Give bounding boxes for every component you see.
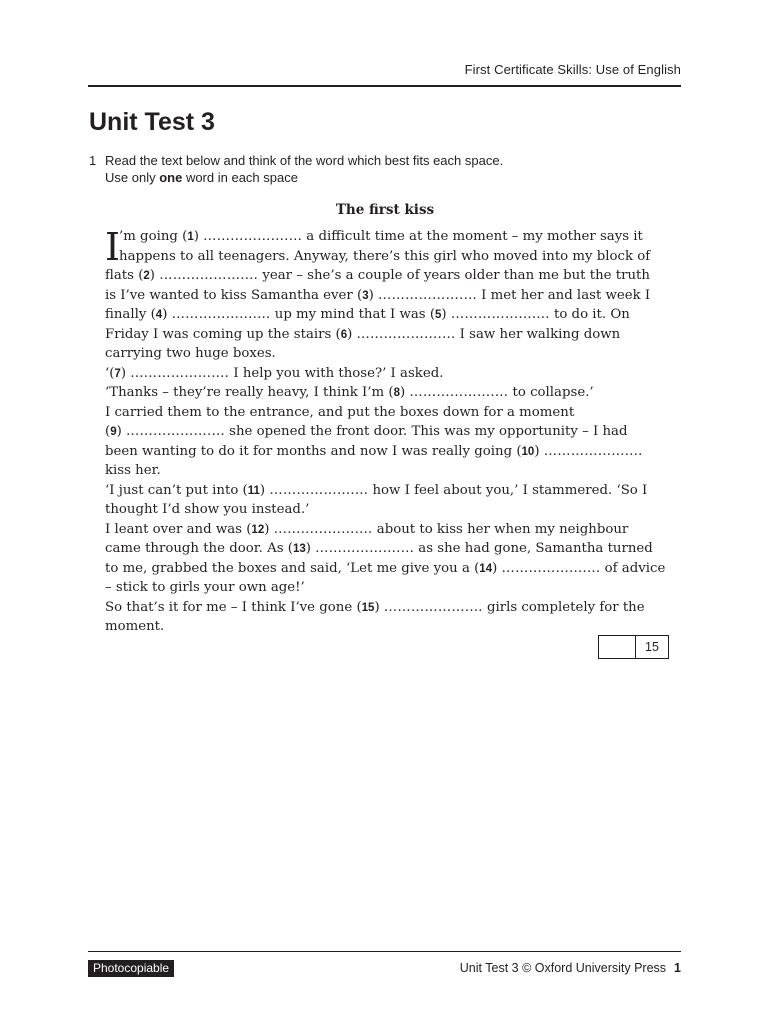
passage-text: ( — [105, 424, 111, 439]
passage-text: as she had gone, Samantha turned — [414, 541, 653, 556]
gap-number-10: 10 — [521, 445, 535, 458]
score-box — [598, 635, 669, 659]
passage-line — [105, 481, 648, 501]
passage-line — [105, 305, 645, 325]
text-title: The first kiss — [335, 202, 435, 218]
answer-gap[interactable]: ……………….… — [126, 424, 225, 439]
passage-line — [105, 403, 645, 423]
answer-gap[interactable]: ……………….… — [159, 268, 259, 283]
passage-text: a difficult time at the moment – my mother says it — [302, 229, 643, 244]
answer-gap[interactable]: ……………….… — [356, 326, 456, 342]
passage-line — [105, 539, 653, 559]
passage-text: – stick to girls your own age!’ — [105, 580, 305, 595]
answer-gap[interactable]: ……………….… — [543, 443, 643, 459]
passage-text: happens to all teenagers. Anyway, there’s this girl who moved into my block of — [119, 248, 651, 264]
exercise-number: 1 — [89, 153, 97, 168]
gap-number-4: 4 — [155, 309, 163, 321]
gap-number-13: 13 — [292, 543, 306, 555]
passage-text: I met her and last week I — [476, 287, 651, 303]
passage-text: I leant over and was ( — [105, 521, 252, 537]
gap-number-6: 6 — [340, 328, 348, 341]
exercise-instruction — [89, 152, 503, 186]
passage-text: kiss her. — [105, 463, 161, 478]
passage — [105, 225, 666, 637]
passage-text: carrying two huge boxes. — [105, 346, 276, 361]
passage-text: to collapse.’ — [508, 385, 594, 400]
passage-line — [105, 383, 645, 403]
passage-text: ) — [149, 268, 160, 283]
passage-text: moment. — [105, 619, 165, 634]
passage-text: ) — [259, 482, 270, 498]
passage-line — [105, 500, 645, 520]
passage-line — [105, 598, 645, 618]
instruction-text-pre: Use only — [105, 170, 160, 185]
passage-text: been wanting to do it for months and now I was really going ( — [105, 443, 522, 459]
passage-text: to me, grabbed the boxes and said, ‘Let me give you a ( — [105, 560, 480, 576]
instruction-line-1 — [89, 152, 503, 169]
passage-line — [105, 461, 645, 481]
passage-line — [105, 559, 666, 579]
gap-number-11: 11 — [247, 484, 260, 497]
passage-text: ) — [492, 560, 502, 576]
instruction-line-2 — [89, 169, 503, 186]
passage-line — [105, 227, 645, 247]
gap-number-9: 9 — [110, 426, 117, 438]
instruction-text: Read the text below and think of the word which best fits each space. — [105, 153, 504, 168]
passage-text: ) — [305, 541, 316, 556]
passage-text: ‘Thanks – they’re really heavy, I think I’m ( — [105, 385, 394, 400]
passage-text: I help you with those?’ I asked. — [229, 365, 444, 381]
instruction-emphasis: one — [159, 170, 183, 185]
passage-text: ) — [374, 599, 384, 615]
passage-text: about to kiss her when my neighbour — [372, 521, 629, 537]
passage-line — [105, 617, 645, 637]
passage-text: she opened the front door. This was my opportunity – I had — [224, 424, 628, 439]
page-number: 1 — [674, 961, 681, 975]
passage-text: is I’ve wanted to kiss Samantha ever ( — [105, 287, 363, 303]
photocopiable-badge: Photocopiable — [88, 960, 174, 977]
gap-number-2: 2 — [143, 270, 150, 282]
gap-number-5: 5 — [435, 309, 442, 321]
answer-gap[interactable]: ……………….… — [378, 287, 477, 303]
footer-divider — [88, 951, 681, 952]
passage-line — [105, 266, 650, 286]
passage-line — [105, 578, 645, 598]
passage-text: finally ( — [105, 307, 156, 322]
passage-text: thought I’d show you instead.’ — [105, 502, 310, 517]
copyright-text: Unit Test 3 © Oxford University Press — [459, 961, 667, 975]
passage-line — [105, 520, 645, 540]
answer-gap[interactable]: ……………….… — [171, 307, 271, 322]
passage-text: came through the door. As ( — [105, 541, 293, 556]
drop-cap: I — [105, 225, 121, 269]
score-total: 15 — [645, 640, 659, 654]
answer-gap[interactable]: ……………….… — [130, 365, 230, 381]
gap-number-1: 1 — [187, 231, 194, 243]
passage-line — [105, 364, 645, 384]
gap-number-12: 12 — [251, 523, 265, 536]
page-title: Unit Test 3 — [89, 108, 215, 136]
gap-number-7: 7 — [114, 367, 121, 380]
passage-text: up my mind that I was ( — [270, 307, 436, 322]
passage-text: ) — [264, 521, 274, 537]
footer-credit — [460, 960, 681, 976]
passage-text: ) — [120, 365, 131, 381]
answer-gap[interactable]: ……………….… — [315, 541, 415, 556]
passage-text: ) — [534, 443, 544, 459]
passage-text: ‘I just can’t put into ( — [105, 482, 248, 498]
passage-text: ’m going ( — [119, 229, 188, 244]
passage-text: ) — [399, 385, 410, 400]
passage-line — [105, 344, 645, 364]
score-input-cell[interactable] — [599, 636, 636, 658]
answer-gap[interactable]: ……………….… — [383, 599, 483, 615]
passage-line — [105, 442, 645, 462]
answer-gap[interactable]: ……………….… — [450, 307, 550, 322]
instruction-text-post: word in each space — [182, 170, 298, 185]
answer-gap[interactable]: ……………….… — [409, 385, 509, 400]
passage-text: ) — [347, 326, 357, 342]
passage-text: of advice — [600, 560, 666, 576]
passage-line — [105, 325, 645, 345]
answer-gap[interactable]: ……………….… — [501, 560, 601, 576]
passage-text: ) — [368, 287, 379, 303]
header-divider — [88, 85, 681, 87]
passage-text: ‘( — [105, 365, 115, 381]
gap-number-8: 8 — [393, 387, 400, 399]
passage-text: flats ( — [105, 268, 144, 283]
passage-line — [105, 286, 651, 306]
passage-text: how I feel about you,’ I stammered. ‘So I — [368, 482, 648, 498]
passage-text: ) — [162, 307, 172, 322]
passage-text: to do it. On — [549, 307, 630, 322]
passage-text: So that’s it for me – I think I’ve gone ( — [105, 599, 362, 615]
passage-line — [105, 247, 651, 267]
book-title: First Certificate Skills: Use of English — [464, 62, 681, 77]
passage-text: I carried them to the entrance, and put the boxes down for a moment — [105, 404, 575, 420]
passage-text: ) — [441, 307, 451, 322]
gap-number-14: 14 — [479, 562, 493, 575]
answer-gap[interactable]: ……………….… — [269, 482, 369, 498]
passage-text: ) — [193, 229, 204, 244]
passage-text: ) — [116, 424, 127, 439]
gap-number-3: 3 — [362, 289, 369, 302]
passage-text: year – she’s a couple of years older than me but the truth — [258, 268, 650, 283]
answer-gap[interactable]: ……………….… — [273, 521, 373, 537]
passage-text: girls completely for the — [482, 599, 645, 615]
gap-number-15: 15 — [361, 601, 375, 614]
passage-text: Friday I was coming up the stairs ( — [105, 326, 341, 342]
passage-text: I saw her walking down — [455, 326, 621, 342]
answer-gap[interactable]: ……………….… — [203, 229, 303, 244]
passage-line — [105, 422, 645, 442]
